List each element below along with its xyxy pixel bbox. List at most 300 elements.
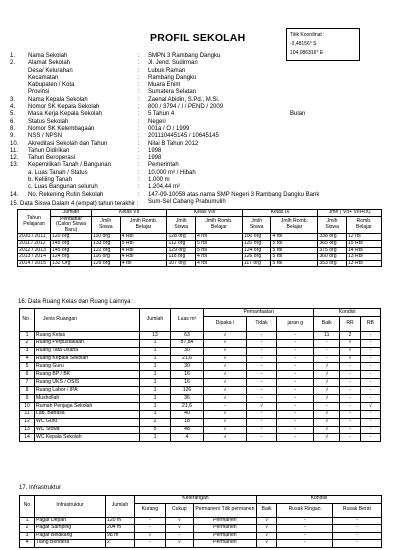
table-cell: 21,6 bbox=[171, 355, 204, 363]
table-cell: - bbox=[246, 339, 277, 347]
profile-row bbox=[10, 155, 395, 162]
table-cell: √ bbox=[314, 434, 340, 442]
student-data-table bbox=[17, 209, 382, 267]
profile-separator: : bbox=[138, 147, 140, 154]
table-cell: √ bbox=[204, 434, 247, 442]
table-cell: 4 Rbl bbox=[120, 247, 167, 254]
profile-label: Tahun Didirikan bbox=[28, 147, 70, 154]
table-cell: 12 bbox=[20, 418, 35, 426]
profile-value: 001a / O / 1999 bbox=[148, 125, 190, 132]
profile-separator: : bbox=[138, 74, 140, 81]
table-cell: 1 bbox=[140, 347, 171, 355]
header-sub: Jmlh Siswa bbox=[167, 216, 196, 234]
table-cell: Permanen bbox=[193, 532, 256, 540]
table-cell: √ bbox=[256, 532, 276, 540]
table-cell: 18 bbox=[171, 418, 204, 426]
header-sub: Jmlh Romb. Belajar bbox=[196, 216, 243, 234]
header-sub: Romb. Belajar bbox=[346, 216, 381, 234]
table-cell: Pagar Samping bbox=[35, 525, 106, 533]
table-cell: - bbox=[314, 402, 340, 410]
profile-value: Negeri bbox=[148, 118, 166, 125]
profile-label: Kepemilikan Tanah / Bangunan bbox=[28, 162, 111, 169]
profile-value: 1.204,44 m² bbox=[148, 184, 181, 191]
table-cell: 4 rbl bbox=[196, 234, 243, 241]
table-cell: 120 org bbox=[51, 234, 92, 241]
header-baik: Baik bbox=[314, 316, 340, 331]
table-cell: - bbox=[204, 402, 247, 410]
header-no: No . bbox=[20, 309, 35, 332]
table-cell: √ bbox=[340, 355, 361, 363]
table-cell: Ruang Tata Usaha bbox=[35, 347, 140, 355]
room-row bbox=[20, 331, 381, 339]
infrastructure-row bbox=[20, 525, 382, 533]
table-cell: - bbox=[277, 331, 314, 339]
table-cell: √ bbox=[165, 525, 193, 533]
table-cell: 4 rbl bbox=[196, 260, 243, 267]
table-cell: 13 Rbl bbox=[346, 260, 381, 267]
table-cell: 1 bbox=[140, 355, 171, 363]
table-cell: √ bbox=[204, 331, 247, 339]
table-cell: - bbox=[277, 418, 314, 426]
table-cell: - bbox=[332, 517, 381, 525]
table-cell: 11 bbox=[314, 331, 340, 339]
table-cell: - bbox=[246, 331, 277, 339]
table-cell: - bbox=[277, 402, 314, 410]
table-cell: 1 bbox=[140, 402, 171, 410]
table-cell: 120 org bbox=[242, 240, 271, 247]
table-cell: 9 bbox=[20, 395, 35, 403]
profile-label: Desa/ Kelurahan bbox=[28, 67, 73, 74]
table-cell: Permanen bbox=[193, 525, 256, 533]
page-title: PROFIL SEKOLAH bbox=[150, 32, 246, 44]
table-cell: - bbox=[340, 387, 361, 395]
profile-number bbox=[10, 75, 28, 82]
header-rb: RB bbox=[360, 316, 380, 331]
table-cell: 5 rbl bbox=[271, 254, 318, 261]
profile-separator: : bbox=[138, 140, 140, 147]
table-cell: - bbox=[340, 379, 361, 387]
profile-row bbox=[10, 60, 395, 67]
profile-row bbox=[10, 97, 395, 104]
table-cell: Ruang Perpustakaan bbox=[35, 339, 140, 347]
table-cell: √ bbox=[204, 355, 247, 363]
header-kondisi: Kondisi bbox=[314, 309, 381, 317]
table-cell: 338 org bbox=[318, 234, 347, 241]
table-cell: 3 bbox=[20, 347, 35, 355]
table-cell: - bbox=[332, 532, 381, 540]
table-cell: - bbox=[277, 363, 314, 371]
table-cell: WC Siswa bbox=[35, 426, 140, 434]
header-luas: Luas m² bbox=[171, 309, 204, 332]
profile-value: 10.000 m² / Hibah bbox=[148, 169, 196, 176]
table-cell: - bbox=[360, 395, 380, 403]
profile-value: 1998 bbox=[148, 155, 162, 162]
table-cell: - bbox=[360, 371, 380, 379]
profile-separator: : bbox=[138, 133, 140, 140]
table-cell: - bbox=[340, 402, 361, 410]
header-pemanfaatan: Pemanfaatan bbox=[204, 309, 314, 317]
table-cell: 2 bbox=[20, 339, 35, 347]
table-cell: 2 bbox=[20, 525, 35, 533]
table-cell: 2010 / 2011 bbox=[18, 234, 51, 241]
header-jumlah: Jumlah bbox=[106, 496, 135, 518]
room-row bbox=[20, 395, 381, 403]
profile-number: 11. bbox=[10, 147, 18, 154]
header-jenis: Jenis Ruangan bbox=[35, 309, 140, 332]
room-row bbox=[20, 363, 381, 371]
table-cell: 13 bbox=[140, 331, 171, 339]
table-cell: √ bbox=[204, 395, 247, 403]
room-row bbox=[20, 387, 381, 395]
profile-value: Nilai B Tahun 2012 bbox=[148, 140, 199, 147]
table-cell: - bbox=[277, 355, 314, 363]
header-sub: Jmlh Siswa bbox=[242, 216, 271, 234]
room-row bbox=[20, 339, 381, 347]
profile-row bbox=[10, 141, 395, 148]
table-cell: √ bbox=[135, 532, 166, 540]
table-cell: 30 bbox=[171, 347, 204, 355]
student-row bbox=[18, 260, 382, 267]
table-cell: - bbox=[360, 410, 380, 418]
profile-row bbox=[10, 68, 395, 75]
table-cell: - bbox=[340, 426, 361, 434]
profile-value: 1.000 m bbox=[148, 177, 170, 184]
table-cell: 5 Rbl bbox=[120, 240, 167, 247]
table-cell: 375 org bbox=[318, 247, 347, 254]
profile-value: Sum-Sel Cabang Prabumulih bbox=[148, 198, 226, 205]
table-cell: √ bbox=[204, 379, 247, 387]
table-cell: √ bbox=[165, 540, 193, 548]
infrastructure-row bbox=[20, 517, 382, 525]
table-cell: - bbox=[246, 379, 277, 387]
header-pendaftar: Pendaftar (Calon Siswa Baru) bbox=[51, 216, 92, 234]
profile-number: 14. bbox=[10, 191, 19, 198]
table-cell: - bbox=[277, 339, 314, 347]
header-sub: Jmlh Romb. Belajar bbox=[271, 216, 318, 234]
profile-number: 13. bbox=[10, 162, 19, 169]
table-cell: - bbox=[332, 540, 381, 548]
table-cell: - bbox=[360, 418, 380, 426]
profile-row bbox=[10, 170, 395, 177]
table-cell: 124 org bbox=[51, 254, 92, 261]
table-cell: - bbox=[340, 434, 361, 442]
profile-number bbox=[10, 82, 28, 89]
profile-list bbox=[10, 53, 395, 206]
table-cell: 5 rbl bbox=[271, 240, 318, 247]
section-17-title: 17. Infrastruktur bbox=[19, 485, 62, 491]
header-sub: Jmlh Romb. Belajar bbox=[120, 216, 167, 234]
header-rusak-berat: Rusak Berat bbox=[332, 503, 381, 517]
table-cell: - bbox=[246, 395, 277, 403]
profile-row bbox=[10, 148, 395, 155]
profile-row bbox=[10, 192, 395, 199]
table-cell: 129 org bbox=[92, 260, 121, 267]
profile-row bbox=[10, 126, 395, 133]
table-cell: - bbox=[314, 347, 340, 355]
table-cell: √ bbox=[314, 363, 340, 371]
table-cell: 122 org bbox=[92, 247, 121, 254]
table-cell: - bbox=[360, 331, 380, 339]
table-cell: √ bbox=[314, 387, 340, 395]
table-cell: 2013 / 2014 bbox=[18, 254, 51, 261]
profile-row bbox=[10, 162, 395, 169]
table-cell: √ bbox=[165, 517, 193, 525]
table-cell: 365 org bbox=[318, 240, 347, 247]
table-cell: - bbox=[277, 517, 332, 525]
profile-separator: : bbox=[138, 111, 140, 118]
table-cell: Ruang Kelas bbox=[35, 331, 140, 339]
profile-label: Akreditasi Sekolah dan Tahun bbox=[28, 140, 108, 147]
table-cell: 110 org bbox=[92, 234, 121, 241]
table-cell: - bbox=[360, 339, 380, 347]
table-cell: 30 bbox=[171, 363, 204, 371]
header-keterangan: Keterangan bbox=[135, 496, 257, 504]
table-cell: 5 rbl bbox=[271, 247, 318, 254]
profile-label: No. Rekening Rutin Sekolah bbox=[28, 191, 104, 198]
profile-separator: : bbox=[138, 155, 140, 162]
profile-row bbox=[10, 133, 395, 140]
table-cell: - bbox=[246, 355, 277, 363]
table-cell: - bbox=[360, 379, 380, 387]
table-cell: 1 bbox=[140, 434, 171, 442]
table-cell: Ruang BP / BK bbox=[35, 371, 140, 379]
table-cell: 87,84 bbox=[171, 339, 204, 347]
profile-separator: : bbox=[138, 67, 140, 74]
profile-number: 2. bbox=[10, 60, 16, 67]
profile-separator: : bbox=[138, 96, 140, 103]
header-tidak: Tidak bbox=[246, 316, 277, 331]
table-cell: - bbox=[246, 387, 277, 395]
profile-separator bbox=[138, 199, 148, 206]
section-16-title: 16. Data Ruang Kelas dan Ruang Lainnya : bbox=[18, 299, 134, 305]
profile-value: SMPN 3 Rambang Dangku bbox=[148, 53, 221, 59]
profile-label: c. Luas Bangunan seluruh bbox=[28, 184, 98, 191]
table-cell: - bbox=[246, 418, 277, 426]
table-cell: - bbox=[246, 363, 277, 371]
table-cell: 1 bbox=[140, 410, 171, 418]
table-cell: 4 rbl bbox=[271, 234, 318, 241]
profile-number bbox=[10, 177, 28, 184]
table-cell: √ bbox=[204, 387, 247, 395]
table-cell: 14 bbox=[20, 434, 35, 442]
table-cell: - bbox=[360, 347, 380, 355]
room-row bbox=[20, 355, 381, 363]
table-cell: 2014 / 2015 bbox=[18, 260, 51, 267]
table-cell: 11 bbox=[20, 410, 35, 418]
profile-number: 1. bbox=[10, 53, 16, 59]
table-cell: - bbox=[277, 434, 314, 442]
section-15-title: 15. Data Siswa Dalam 4 (empat) tahun terakhir : bbox=[10, 201, 139, 207]
table-cell: 4 rbl bbox=[120, 260, 167, 267]
table-cell: 16 bbox=[171, 379, 204, 387]
profile-number: 6. bbox=[10, 118, 16, 125]
table-cell: √ bbox=[256, 540, 276, 548]
profile-label: Nama Sekolah bbox=[28, 53, 68, 59]
profile-number bbox=[10, 89, 28, 96]
table-cell: Permanen bbox=[193, 540, 256, 548]
table-cell: - bbox=[246, 347, 277, 355]
room-row bbox=[20, 379, 381, 387]
table-cell: √ bbox=[360, 402, 380, 410]
profile-separator: : bbox=[138, 60, 140, 67]
table-cell: √ bbox=[314, 410, 340, 418]
header-infrastruktur: Infrastruktur bbox=[35, 496, 106, 518]
table-cell: 118 org bbox=[167, 254, 196, 261]
table-cell: 1 bbox=[140, 395, 171, 403]
infrastructure-row bbox=[20, 532, 382, 540]
table-cell: 1 bbox=[140, 387, 171, 395]
table-cell: WC Kepala Sekolah bbox=[35, 434, 140, 442]
table-cell: 5 bbox=[20, 363, 35, 371]
profile-row bbox=[10, 53, 395, 60]
table-cell: √ bbox=[204, 347, 247, 355]
profile-value: Rambang Dangku bbox=[148, 74, 197, 81]
table-cell: - bbox=[360, 355, 380, 363]
table-cell: - bbox=[340, 418, 361, 426]
table-cell: √ bbox=[340, 339, 361, 347]
profile-number bbox=[10, 170, 28, 177]
table-cell: Pagar Belakang bbox=[35, 532, 106, 540]
table-cell: - bbox=[277, 347, 314, 355]
header-sub: Jmlh Siswa bbox=[318, 216, 347, 234]
table-cell: - bbox=[277, 379, 314, 387]
table-cell: 63 bbox=[171, 331, 204, 339]
profile-value: 201110445145 / 10645145 bbox=[148, 133, 219, 140]
table-cell: 1 bbox=[140, 371, 171, 379]
profile-number: 3. bbox=[10, 96, 16, 103]
profile-label: a. Luas Tanah / Status bbox=[28, 169, 88, 176]
table-cell: √ bbox=[204, 363, 247, 371]
table-cell: √ bbox=[204, 339, 247, 347]
table-cell: 126 org bbox=[242, 254, 271, 261]
table-cell: Ruang Labor / IPA bbox=[35, 387, 140, 395]
profile-label: Status Sekolah bbox=[28, 118, 69, 125]
table-cell: - bbox=[360, 434, 380, 442]
table-cell: √ bbox=[314, 418, 340, 426]
table-cell: √ bbox=[246, 402, 277, 410]
table-cell: √ bbox=[256, 525, 276, 533]
profile-value: Pemerintah bbox=[148, 162, 179, 169]
profile-number bbox=[10, 68, 28, 75]
table-cell: 360 org bbox=[318, 254, 347, 261]
table-cell: 1 bbox=[140, 363, 171, 371]
table-cell: 4 Rbl bbox=[120, 234, 167, 241]
table-cell: 36 bbox=[171, 395, 204, 403]
table-cell: 16 bbox=[171, 371, 204, 379]
profile-label: NSS / NPSN bbox=[28, 133, 63, 140]
profile-label: Provinsi bbox=[28, 89, 50, 96]
infrastructure-row bbox=[20, 540, 382, 548]
profile-row bbox=[10, 184, 395, 191]
profile-separator: : bbox=[138, 177, 140, 184]
room-row bbox=[20, 347, 381, 355]
profile-separator: : bbox=[138, 184, 140, 191]
table-cell: Lab. Bahasa bbox=[35, 410, 140, 418]
table-cell: 12 rbl bbox=[346, 234, 381, 241]
table-cell: Mushollah bbox=[35, 395, 140, 403]
table-cell: - bbox=[277, 371, 314, 379]
table-cell: √ bbox=[314, 426, 340, 434]
profile-value: Sumatera Selatan bbox=[148, 89, 197, 96]
table-cell: √ bbox=[314, 379, 340, 387]
profile-label: Kecamatan bbox=[28, 74, 59, 81]
table-cell: 124 org bbox=[242, 247, 271, 254]
table-cell: 132 Org bbox=[51, 260, 92, 267]
table-cell: - bbox=[135, 540, 166, 548]
table-cell: 128 org bbox=[167, 234, 196, 241]
table-cell: 48 bbox=[171, 426, 204, 434]
profile-value: 5 Tahun 4 bbox=[148, 111, 175, 118]
table-cell: 6 bbox=[20, 371, 35, 379]
table-cell: Ruang Guru bbox=[35, 363, 140, 371]
header-rr: RR bbox=[340, 316, 361, 331]
profile-value: Lubuk Raman bbox=[148, 67, 186, 74]
table-cell: 107 org bbox=[167, 260, 196, 267]
profile-number: 12. bbox=[10, 155, 19, 162]
infrastructure-table bbox=[19, 495, 382, 548]
profile-separator: : bbox=[138, 104, 140, 111]
profile-number: 8. bbox=[10, 125, 16, 132]
profile-label: Masa Kerja Kepala Sekolah bbox=[28, 111, 103, 118]
header-cukup: Cukup bbox=[165, 503, 193, 517]
profile-number: 10. bbox=[10, 140, 19, 147]
table-cell: Ruang UKS / OSIS bbox=[35, 379, 140, 387]
table-cell: 2 bbox=[140, 418, 171, 426]
table-cell: 100 org bbox=[242, 234, 271, 241]
table-cell: 145 org bbox=[51, 240, 92, 247]
header-kurang: Kurang bbox=[135, 503, 166, 517]
room-row bbox=[20, 410, 381, 418]
header-permanen: Permanen/ Tdk permanen bbox=[193, 503, 256, 517]
profile-value: 800 / 3794 / I / PEND / 2009 bbox=[148, 104, 224, 111]
table-cell: 129 org bbox=[167, 247, 196, 254]
coordinate-label: Titik Koordinat : bbox=[290, 32, 325, 38]
room-data-table bbox=[19, 308, 381, 442]
table-cell: 3 bbox=[20, 532, 35, 540]
profile-row bbox=[10, 104, 395, 111]
table-cell: - bbox=[277, 532, 332, 540]
table-cell: - bbox=[340, 395, 361, 403]
profile-value: 1998 bbox=[148, 147, 162, 154]
table-cell: - bbox=[314, 355, 340, 363]
table-cell: Permanen bbox=[193, 517, 256, 525]
table-cell: 40 bbox=[171, 410, 204, 418]
table-cell: 7 bbox=[20, 379, 35, 387]
table-cell: 8 bbox=[20, 387, 35, 395]
header-rusak-ringan: Rusak Ringan bbox=[277, 503, 332, 517]
table-cell: - bbox=[277, 426, 314, 434]
profile-row bbox=[10, 119, 395, 126]
table-cell: - bbox=[277, 387, 314, 395]
table-cell: Tiang Bendera bbox=[35, 540, 106, 548]
table-cell: 15 Rbl bbox=[346, 240, 381, 247]
table-cell: - bbox=[360, 363, 380, 371]
profile-row bbox=[10, 75, 395, 82]
table-cell: - bbox=[277, 395, 314, 403]
room-row bbox=[20, 426, 381, 434]
profile-separator: : bbox=[138, 162, 140, 169]
profile-separator: : bbox=[138, 53, 140, 59]
profile-row bbox=[10, 111, 395, 118]
header-kelas-8: Kelas VIII bbox=[167, 210, 242, 217]
profile-number: 9. bbox=[10, 133, 16, 140]
table-cell: - bbox=[165, 532, 193, 540]
profile-value: 147-09-10058 atas nama SMP Negeri 3 Rambang Dangku Bank bbox=[148, 191, 320, 198]
profile-extra: Bulan bbox=[290, 111, 306, 118]
room-row bbox=[20, 418, 381, 426]
table-cell: 5 bbox=[140, 426, 171, 434]
table-cell: - bbox=[277, 525, 332, 533]
